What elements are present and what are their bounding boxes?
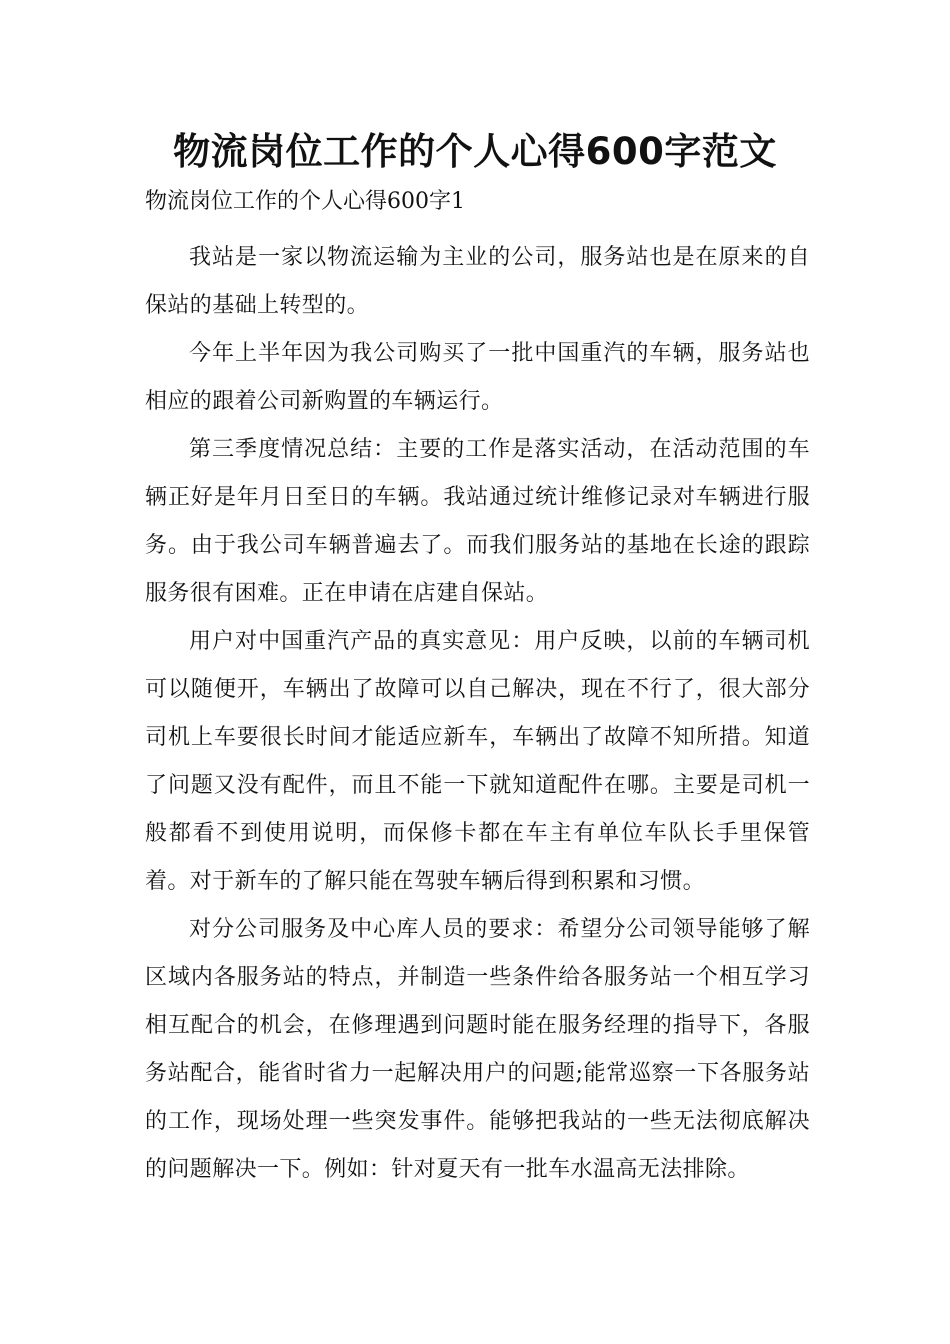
paragraph: 用户对中国重汽产品的真实意见：用户反映，以前的车辆司机可以随便开，车辆出了故障可以自己解决，现在不行了，很大部分司机上车要很长时间才能适应新车，车辆出了故障不知所措。知道了问题又没有配件，而且不能一下就知道配件在哪。主要是司机一般都看不到使用说明，而保修卡都在车主有单位车队长手里保管着。对于新车的了解只能在驾驶车辆后得到积累和习惯。 [145, 629, 810, 894]
document-title: 物流岗位工作的个人心得600字范文 [173, 130, 777, 173]
paragraph: 第三季度情况总结：主要的工作是落实活动，在活动范围的车辆正好是年月日至日的车辆。我站通过统计维修记录对车辆进行服务。由于我公司车辆普遍去了。而我们服务站的基地在长途的跟踪服务很有困难。正在申请在店建自保站。 [145, 437, 810, 606]
document-subtitle: 物流岗位工作的个人心得600字1 [145, 189, 465, 214]
document-body [145, 234, 810, 1194]
paragraph: 对分公司服务及中心库人员的要求：希望分公司领导能够了解区域内各服务站的特点，并制造一些条件给各服务站一个相互学习相互配合的机会，在修理遇到问题时能在服务经理的指导下，各服务站配合，能省时省力一起解决用户的问题;能常巡察一下各服务站的工作，现场处理一些突发事件。能够把我站的一些无法彻底解决的问题解决一下。例如：针对夏天有一批车水温高无法排除。 [145, 917, 810, 1182]
paragraph: 我站是一家以物流运输为主业的公司，服务站也是在原来的自保站的基础上转型的。 [145, 245, 810, 318]
paragraph: 今年上半年因为我公司购买了一批中国重汽的车辆，服务站也相应的跟着公司新购置的车辆运行。 [145, 341, 810, 414]
